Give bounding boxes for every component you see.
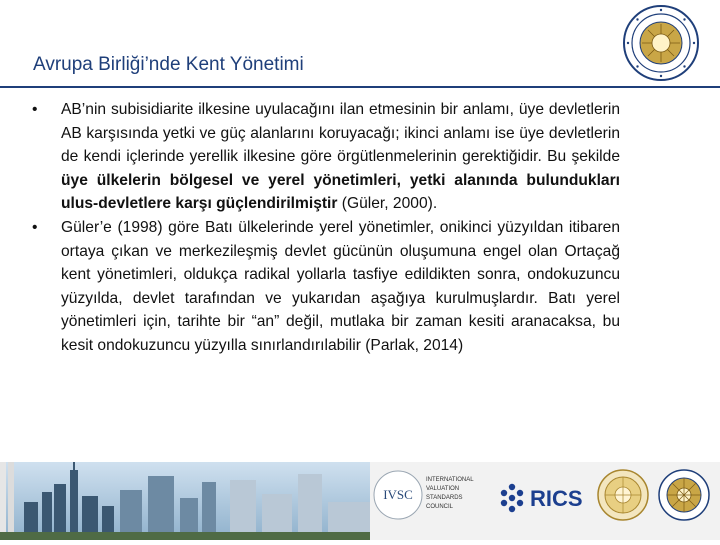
footer-banner [0,462,720,540]
slide-body [30,98,620,358]
university-seal-icon [622,4,700,82]
rics-logo-text: RICS [530,486,583,511]
ivsc-caption-line: COUNCIL [426,504,454,510]
ivsc-caption-line: STANDARDS [426,495,463,501]
ivsc-caption-line: VALUATION [426,486,460,492]
bullet-item [30,98,620,216]
bullet-item [30,216,620,358]
city-skyline-image [0,462,370,540]
ivsc-logo [374,471,474,519]
bullet-text: AB’nin subisidiarite ilkesine uyulacağını ilan etmesinin bir anlamı, üye devletlerin AB karşısında yetki ve güç alanlarını koruyacağı; ikinci anlamı ise üye devletlerin de kendi içlerinde yerellik ilkesine göre örgütlenmelerinin gerektiğidir. Bu şekilde [61,101,620,166]
university-seal-icon [659,470,709,520]
ivsc-caption-line: INTERNATIONAL [426,477,474,483]
bullet-text: (Güler, 2000). [337,195,438,213]
slide-title: Avrupa Birliği’nde Kent Yönetimi [33,54,304,75]
bullet-text: Güler’e (1998) göre Batı ülkelerinde yerel yönetimler, onikinci yüzyıldan itibaren ortaya çıkan ve merkezileşmiş devlet gücünün oluşumuna engel olan Ortaçağ kent yönetimleri, oldukça radikal yollarla tasfiye edildikten sonra, ondokuzuncu yüzyılda, devlet tarafından ve yukarıdan aşağıya kurulmuşlardır. Batı yerel yönetimleri için, tarihte bir “an” değil, mutlaka bir zaman kesiti aranacaksa, bu kesit ondokuzuncu yüzyılla sınırlandırılabilir (Parlak, 2014) [61,218,620,354]
bullet-marker: • [32,101,38,118]
bullet-marker: • [32,218,38,236]
title-divider [0,86,720,88]
bullet-text-bold: üye ülkelerin bölgesel ve yerel yönetimleri, yetki alanında bulundukları ulus-devletlere karşı güçlendirilmiştir [61,171,620,213]
university-seal-icon [598,470,648,520]
partner-logos [370,462,720,540]
ivsc-logo-text: IVSC [383,487,413,502]
rics-logo [501,484,583,512]
